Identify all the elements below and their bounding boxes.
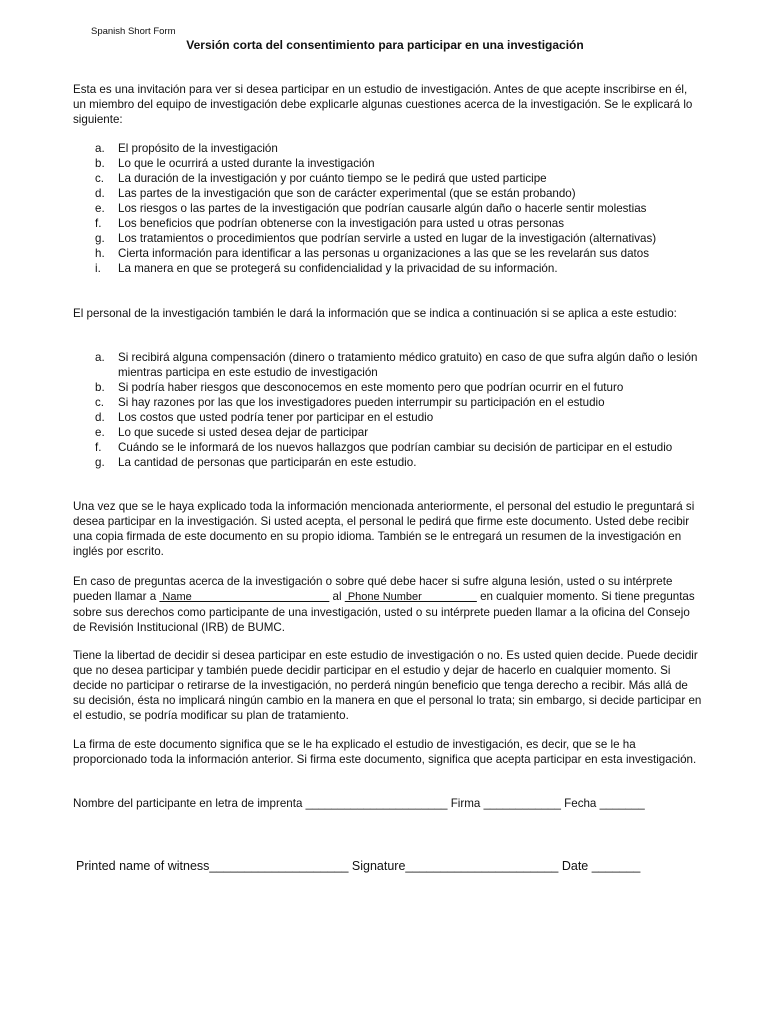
list-item-letter: i. [95, 262, 101, 275]
additional-info-list-item [95, 440, 705, 455]
explanation-list-item [95, 171, 705, 186]
list-item-letter: e. [95, 202, 105, 215]
document-title: Versión corta del consentimiento para participar en una investigación [186, 38, 584, 52]
explanation-list-item [95, 246, 705, 261]
signing-paragraph: Una vez que se le haya explicado toda la información mencionada anteriormente, el personal del estudio le preguntará si desea participar en la investigación. Si usted acepta, el personal le pedirá que firme este documento. Usted debe recibir una copia firmada de este documento en su propio idioma. También se le entregará un resumen de la investigación en inglés por escrito. [73, 500, 695, 558]
list-item-text: Los tratamientos o procedimientos que podrían servirle a usted en lugar de la investigación (alternativas) [118, 232, 657, 245]
list-item-letter: h. [95, 247, 105, 260]
list-item-letter: g. [95, 232, 105, 245]
explanation-list-item [95, 141, 705, 156]
list-item-text: Cuándo se le informará de los nuevos hallazgos que podrían cambiar su decisión de participar en el estudio [118, 441, 673, 454]
list-item-text: Lo que le ocurrirá a usted durante la investigación [118, 157, 375, 170]
additional-info-paragraph: El personal de la investigación también le dará la información que se indica a continuación si se aplica a este estudio: [73, 307, 677, 320]
additional-info-list-item [95, 410, 705, 425]
intro-paragraph: Esta es una invitación para ver si desea participar en un estudio de investigación. Antes de que acepte inscribirse en él, un miembro del equipo de investigación debe explicarle algunas cuestiones acerca de la investigación. Se le explicará lo siguiente: [73, 83, 693, 126]
contact-text-start: En caso de preguntas acerca de la investigación o sobre qué debe hacer si sufre alguna lesión, usted o su intérprete pueden llamar a [73, 575, 673, 603]
explanation-list-item [95, 261, 705, 276]
additional-info-list-item [95, 455, 705, 470]
form-header-label: Spanish Short Form [91, 26, 176, 37]
list-item-letter: f. [95, 217, 102, 230]
additional-info-list-item [95, 380, 705, 395]
signature-meaning-paragraph: La firma de este documento significa que se le ha explicado el estudio de investigación, es decir, que se le ha proporcionado toda la información anterior. Si firma este documento, significa que acepta participar en esta investigación. [73, 738, 697, 766]
contact-paragraph [73, 574, 703, 635]
freedom-paragraph: Tiene la libertad de decidir si desea participar en este estudio de investigación o no. Es usted quien decide. Puede decidir que no desea participar y también puede decidir participar en el estudio y dejar de hacerlo en cualquier momento. Si decide no participar o retirarse de la investigación, no perderá ningún beneficio que tenga derecho a recibir. Más allá de su decisión, ésta no implicará ningún cambio en la manera en que el personal lo trata; sin embargo, si decide participar en el estudio, se podría modificar su plan de tratamiento. [73, 649, 702, 722]
phone-number-field: Phone Number [344, 591, 477, 603]
list-item-text: El propósito de la investigación [118, 142, 278, 155]
additional-info-list-item [95, 425, 705, 440]
list-item-text: La cantidad de personas que participarán en este estudio. [118, 456, 417, 469]
contact-text-al: al [329, 590, 345, 603]
list-item-text: La duración de la investigación y por cuánto tiempo se le pedirá que usted participe [118, 172, 547, 185]
list-item-letter: c. [95, 172, 105, 185]
list-item-letter: b. [95, 381, 105, 394]
list-item-letter: d. [95, 411, 105, 424]
list-item-text: La manera en que se protegerá su confidencialidad y la privacidad de su información. [118, 262, 558, 275]
additional-info-list-item [95, 350, 705, 380]
list-item-text: Si hay razones por las que los investigadores pueden interrumpir su participación en el estudio [118, 396, 605, 409]
list-item-letter: c. [95, 396, 105, 409]
witness-signature-line: Printed name of witness____________________ Signature______________________ Date _______ [76, 859, 641, 873]
explanation-list [95, 141, 705, 276]
list-item-letter: d. [95, 187, 105, 200]
additional-info-list-item [95, 395, 705, 410]
list-item-letter: a. [95, 351, 105, 364]
list-item-text: Las partes de la investigación que son de carácter experimental (que se están probando) [118, 187, 576, 200]
list-item-text: Los costos que usted podría tener por participar en el estudio [118, 411, 434, 424]
contact-text-end: en cualquier momento. Si tiene preguntas sobre sus derechos como participante de una investigación, usted o su intérprete pueden llamar a la oficina del Consejo de Revisión Institucional (IRB) de BUMC. [73, 590, 695, 634]
additional-info-list [95, 350, 705, 470]
list-item-letter: e. [95, 426, 105, 439]
explanation-list-item [95, 201, 705, 216]
list-item-text: Lo que sucede si usted desea dejar de participar [118, 426, 369, 439]
explanation-list-item [95, 216, 705, 231]
explanation-list-item [95, 231, 705, 246]
list-item-text: Cierta información para identificar a las personas u organizaciones a las que se les revelarán sus datos [118, 247, 650, 260]
list-item-letter: f. [95, 441, 102, 454]
list-item-letter: a. [95, 142, 105, 155]
list-item-text: Si podría haber riesgos que desconocemos en este momento pero que podrían ocurrir en el futuro [118, 381, 624, 394]
list-item-letter: b. [95, 157, 105, 170]
explanation-list-item [95, 186, 705, 201]
list-item-letter: g. [95, 456, 105, 469]
list-item-text: Si recibirá alguna compensación (dinero o tratamiento médico gratuito) en caso de que sufra algún daño o lesión mientras participa en este estudio de investigación [118, 351, 698, 379]
explanation-list-item [95, 156, 705, 171]
name-field: Name [159, 591, 330, 603]
participant-signature-line: Nombre del participante en letra de imprenta ______________________ Firma ____________ Fecha _______ [73, 797, 645, 810]
list-item-text: Los beneficios que podrían obtenerse con la investigación para usted u otras personas [118, 217, 565, 230]
list-item-text: Los riesgos o las partes de la investigación que podrían causarle algún daño o hacerle sentir molestias [118, 202, 647, 215]
